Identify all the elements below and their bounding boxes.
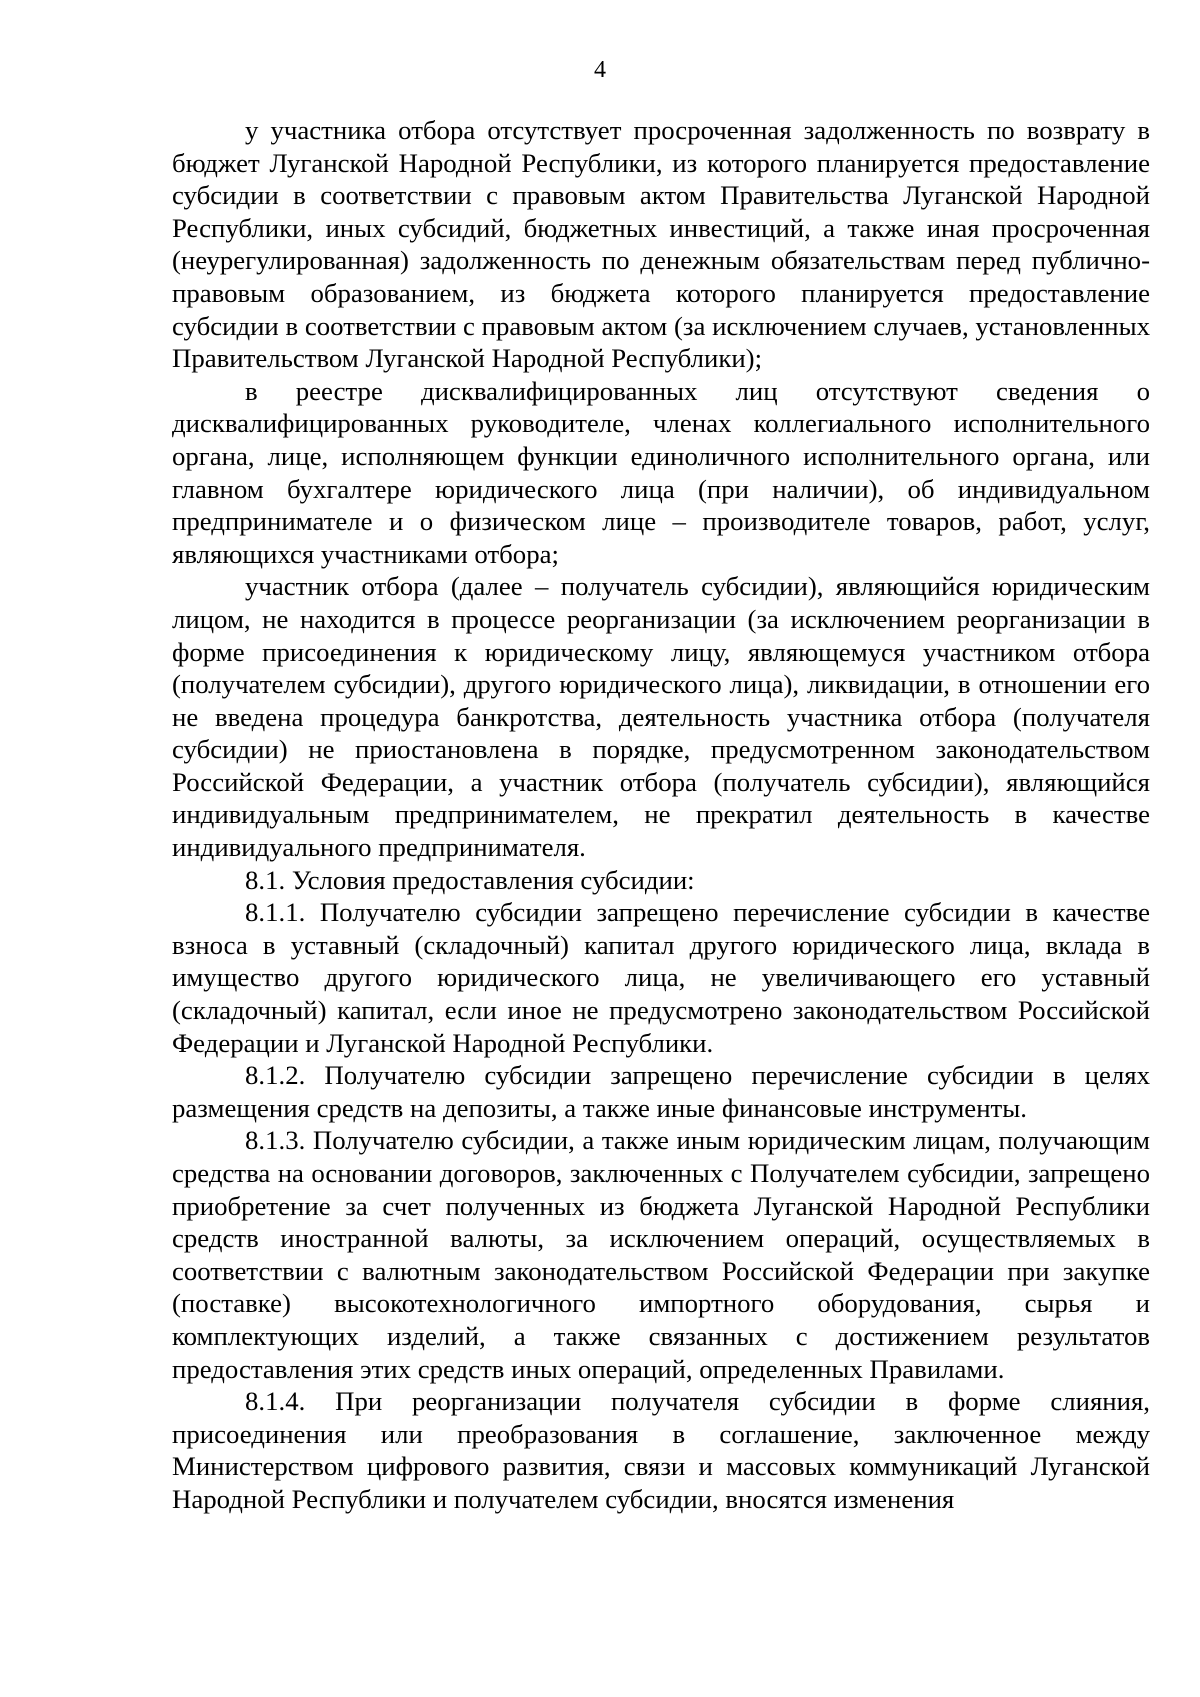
clause-8-1-3: 8.1.3. Получателю субсидии, а также иным юридическим лицам, получающим средства на основании договоров, заключенных с Получателем субсидии, запрещено приобретение за счет полученных из бюджета Луганской Народной Республики средств иностранной валюты, за исключением операций, осуществляемых в соответствии с валютным законодательством Российской Федерации при закупке (поставке) высокотехнологичного импортного оборудования, сырья и комплектующих изделий, а также связанных с достижением результатов предоставления этих средств иных операций, определенных Правилами. (172, 1125, 1150, 1384)
paragraph-reorganization-status: участник отбора (далее – получатель субсидии), являющийся юридическим лицом, не находится в процессе реорганизации (за исключением реорганизации в форме присоединения к юридическому лицу, являющемуся участником отбора (получателем субсидии), другого юридического лица), ликвидации, в отношении его не введена процедура банкротства, деятельность участника отбора (получателя субсидии) не приостановлена в порядке, предусмотренном законодательством Российской Федерации, а участник отбора (получатель субсидии), являющийся индивидуальным предпринимателем, не прекратил деятельность в качестве индивидуального предпринимателя. (172, 571, 1150, 863)
paragraph-debt-absence: у участника отбора отсутствует просроченная задолженность по возврату в бюджет Луганской Народной Республики, из которого планируется предоставление субсидии в соответствии с правовым актом Правительства Луганской Народной Республики, иных субсидий, бюджетных инвестиций, а также иная просроченная (неурегулированная) задолженность по денежным обязательствам перед публично-правовым образованием, из бюджета которого планируется предоставление субсидии в соответствии с правовым актом (за исключением случаев, установленных Правительством Луганской Народной Республики); (172, 115, 1150, 374)
paragraph-disqualified-registry: в реестре дисквалифицированных лиц отсутствуют сведения о дисквалифицированных руководителе, членах коллегиального исполнительного органа, лице, исполняющем функции единоличного исполнительного органа, или главном бухгалтере юридического лица (при наличии), об индивидуальном предпринимателе и о физическом лице – производителе товаров, работ, услуг, являющихся участниками отбора; (172, 375, 1150, 569)
clause-8-1-4: 8.1.4. При реорганизации получателя субсидии в форме слияния, присоединения или преобразования в соглашение, заключенное между Министерством цифрового развития, связи и массовых коммуникаций Луганской Народной Республики и получателем субсидии, вносятся изменения (172, 1386, 1150, 1514)
page-number: 4 (594, 57, 606, 83)
clause-8-1-2: 8.1.2. Получателю субсидии запрещено перечисление субсидии в целях размещения средств на депозиты, а также иные финансовые инструменты. (172, 1060, 1150, 1123)
document-body (172, 114, 1150, 1516)
clause-8-1-1: 8.1.1. Получателю субсидии запрещено перечисление субсидии в качестве взноса в уставный (складочный) капитал другого юридического лица, вклада в имущество другого юридического лица, не увеличивающего его уставный (складочный) капитал, если иное не предусмотрено законодательством Российской Федерации и Луганской Народной Республики. (172, 897, 1150, 1058)
section-heading-8-1: 8.1. Условия предоставления субсидии: (245, 864, 695, 895)
